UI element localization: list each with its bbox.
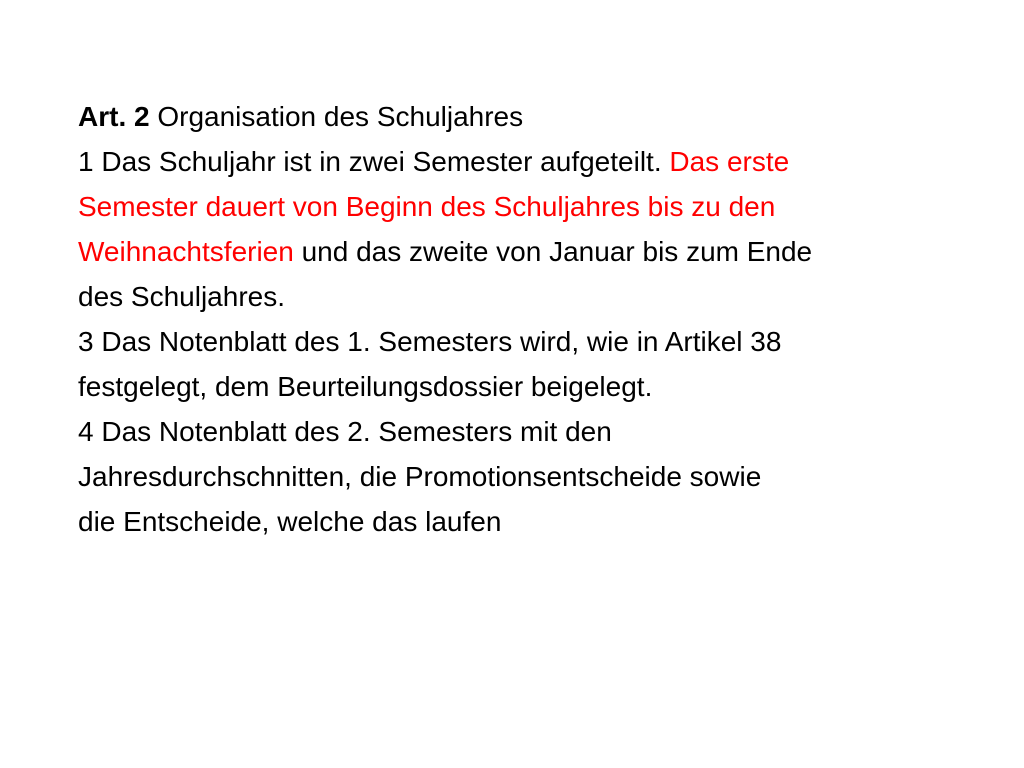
paragraph-3-line-2	[78, 364, 978, 409]
paragraph-1-lead: 1 Das Schuljahr ist in zwei Semester aufgeteilt.	[78, 146, 662, 177]
paragraph-4-line-1	[78, 409, 978, 454]
article-label: Art. 2	[78, 101, 150, 132]
slide-text-body	[78, 94, 978, 544]
highlighted-text: Das erste	[669, 146, 790, 177]
highlighted-text: Semester dauert von Beginn des Schuljahres bis zu den	[78, 191, 776, 222]
highlighted-text: Weihnachtsferien	[78, 236, 294, 267]
paragraph-1-line-1	[78, 139, 978, 184]
paragraph-4-line-3	[78, 499, 978, 544]
article-heading	[78, 94, 978, 139]
paragraph-4-text: Jahresdurchschnitten, die Promotionsentscheide sowie	[78, 461, 762, 492]
paragraph-3-text: festgelegt, dem Beurteilungsdossier beigelegt.	[78, 371, 653, 402]
paragraph-1-line-2	[78, 184, 978, 229]
paragraph-4-text: 4 Das Notenblatt des 2. Semesters mit den	[78, 416, 612, 447]
paragraph-1-line-3	[78, 229, 978, 274]
paragraph-1-end: des Schuljahres.	[78, 281, 286, 312]
paragraph-4-text: die Entscheide, welche das laufen	[78, 506, 502, 537]
paragraph-1-line-4	[78, 274, 978, 319]
article-title: Organisation des Schuljahres	[157, 101, 524, 132]
paragraph-3-text: 3 Das Notenblatt des 1. Semesters wird, wie in Artikel 38	[78, 326, 782, 357]
paragraph-1-tail: und das zweite von Januar bis zum Ende	[301, 236, 813, 267]
paragraph-3-line-1	[78, 319, 978, 364]
paragraph-4-line-2	[78, 454, 978, 499]
